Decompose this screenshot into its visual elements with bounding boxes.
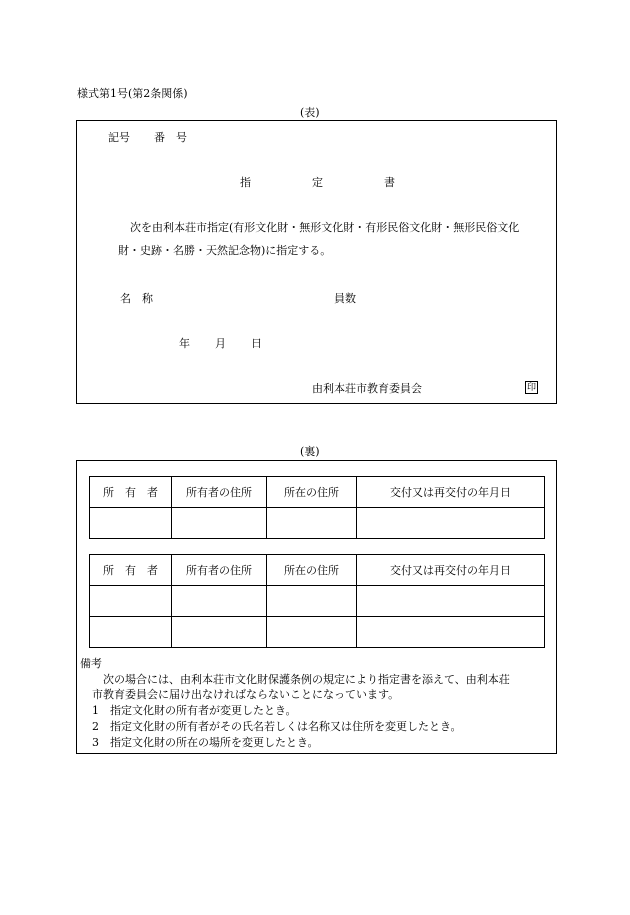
header-issue-date: 交付又は再交付の年月日 xyxy=(357,477,545,508)
header-owner: 所 有 者 xyxy=(90,477,172,508)
table-cell[interactable] xyxy=(357,586,545,617)
front-certificate-box xyxy=(76,120,557,404)
table-cell[interactable] xyxy=(90,617,172,648)
table-cell[interactable] xyxy=(357,617,545,648)
table-cell[interactable] xyxy=(90,508,172,539)
title-char-1: 指 xyxy=(240,176,251,189)
certificate-body-line-2: 財・史跡・名勝・天然記念物)に指定する。 xyxy=(118,244,332,257)
front-caption: (表) xyxy=(300,106,320,119)
back-caption: (裏) xyxy=(300,445,320,458)
title-char-3: 書 xyxy=(384,176,395,189)
issuer-name: 由利本荘市教育委員会 xyxy=(312,382,422,395)
table-cell[interactable] xyxy=(267,617,357,648)
table-header-row xyxy=(90,477,545,508)
table-cell[interactable] xyxy=(172,508,267,539)
table-cell[interactable] xyxy=(267,586,357,617)
date-month: 月 xyxy=(215,337,226,350)
notes-intro-line-2: 市教育委員会に届け出なければならないことになっています。 xyxy=(92,688,400,701)
table-cell[interactable] xyxy=(90,586,172,617)
table-row xyxy=(90,586,545,617)
header-location: 所在の住所 xyxy=(267,477,357,508)
ownership-table-2 xyxy=(89,554,545,648)
table-row xyxy=(90,617,545,648)
count-label: 員数 xyxy=(334,292,356,305)
table-cell[interactable] xyxy=(267,508,357,539)
notes-title: 備考 xyxy=(80,657,102,670)
form-label: 様式第1号(第2条関係) xyxy=(77,87,188,100)
header-owner-address: 所有者の住所 xyxy=(172,555,267,586)
name-label: 名 称 xyxy=(120,292,153,305)
number-label: 番 号 xyxy=(154,131,187,144)
header-owner: 所 有 者 xyxy=(90,555,172,586)
header-location: 所在の住所 xyxy=(267,555,357,586)
note-item-3: 3 指定文化財の所在の場所を変更したとき。 xyxy=(92,736,319,749)
table-row xyxy=(90,508,545,539)
ownership-table-1 xyxy=(89,476,545,539)
notes-intro-line-1: 次の場合には、由利本荘市文化財保護条例の規定により指定書を添えて、由利本荘 xyxy=(103,673,510,686)
date-year: 年 xyxy=(179,337,190,350)
seal-mark: 印 xyxy=(526,383,536,393)
table-cell[interactable] xyxy=(357,508,545,539)
record-label: 記号 xyxy=(108,131,130,144)
table-cell[interactable] xyxy=(172,586,267,617)
header-issue-date: 交付又は再交付の年月日 xyxy=(357,555,545,586)
note-item-1: 1 指定文化財の所有者が変更したとき。 xyxy=(92,704,297,717)
header-owner-address: 所有者の住所 xyxy=(172,477,267,508)
date-day: 日 xyxy=(251,337,262,350)
table-header-row xyxy=(90,555,545,586)
certificate-body-line-1: 次を由利本荘市指定(有形文化財・無形文化財・有形民俗文化財・無形民俗文化 xyxy=(130,221,520,234)
note-item-2: 2 指定文化財の所有者がその氏名若しくは名称又は住所を変更したとき。 xyxy=(92,720,462,733)
title-char-2: 定 xyxy=(312,176,323,189)
table-cell[interactable] xyxy=(172,617,267,648)
